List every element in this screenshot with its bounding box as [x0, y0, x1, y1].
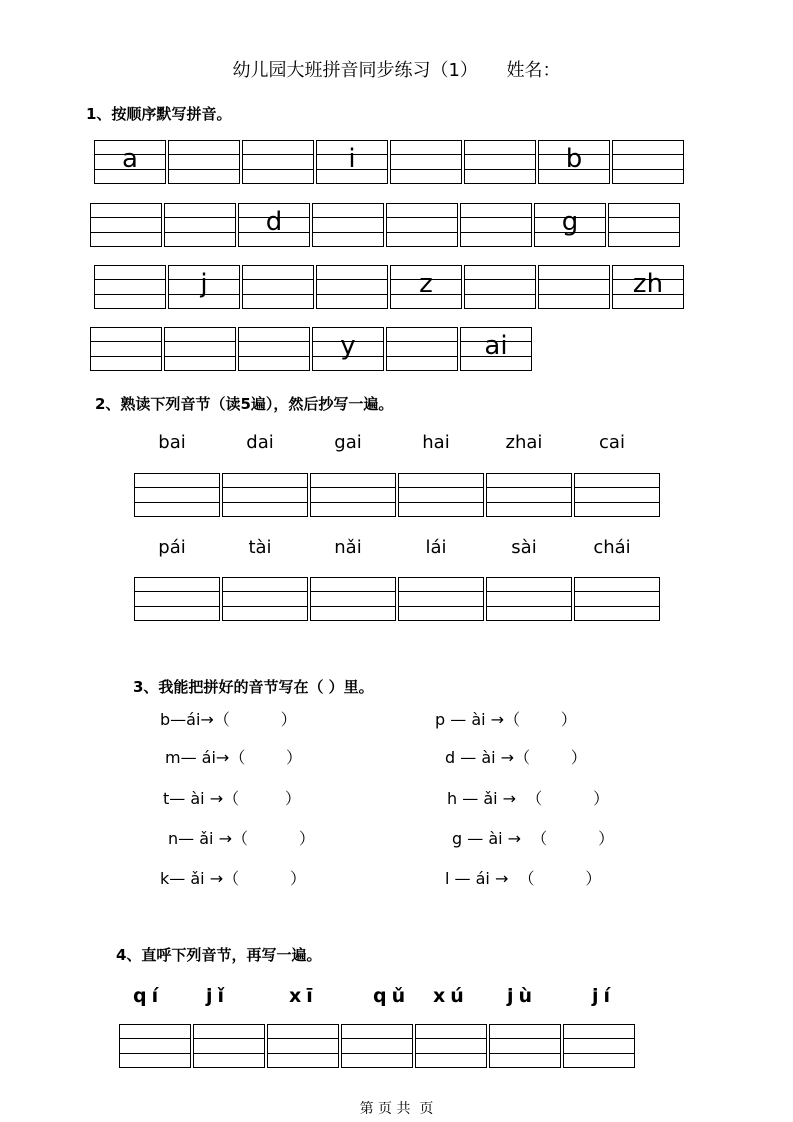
writing-box[interactable]	[94, 140, 166, 184]
pinyin-letter: j	[200, 269, 208, 299]
writing-box[interactable]	[608, 203, 680, 247]
pinyin-letter: z	[419, 269, 433, 299]
section-4-heading: 4、直呼下列音节，再写一遍。	[116, 946, 322, 964]
writing-box[interactable]	[267, 1024, 339, 1068]
pinyin-letter: g	[561, 207, 579, 237]
writing-box[interactable]	[486, 577, 572, 621]
writing-box[interactable]	[390, 265, 462, 309]
writing-box[interactable]	[316, 140, 388, 184]
page-title: 幼儿园大班拼音同步练习（1） 姓名：	[232, 60, 561, 81]
syllable-label: tài	[248, 537, 272, 558]
syllable-label: jí	[592, 985, 616, 1007]
writing-box[interactable]	[312, 203, 384, 247]
writing-box[interactable]	[310, 577, 396, 621]
syllable-label: sài	[511, 537, 537, 558]
writing-box[interactable]	[464, 140, 536, 184]
writing-box[interactable]	[398, 473, 484, 517]
writing-box[interactable]	[310, 473, 396, 517]
syllable-label: jù	[507, 985, 538, 1007]
section-3-heading: 3、我能把拼好的音节写在（ ）里。	[133, 678, 374, 696]
writing-box[interactable]	[386, 327, 458, 371]
page-footer: 第 页 共 页	[359, 1101, 434, 1117]
pinyin-letter: i	[348, 144, 356, 174]
writing-box[interactable]	[238, 327, 310, 371]
combine-exercise-right: p — ài →（ ）	[435, 710, 577, 729]
syllable-label: lái	[425, 537, 447, 558]
writing-box[interactable]	[242, 265, 314, 309]
writing-box[interactable]	[464, 265, 536, 309]
combine-exercise-right: g — ài → （ ）	[452, 829, 615, 848]
writing-row-1	[94, 140, 686, 184]
copy-row	[119, 1024, 637, 1068]
writing-box[interactable]	[168, 265, 240, 309]
writing-row-4	[90, 327, 534, 371]
writing-box[interactable]	[534, 203, 606, 247]
syllable-label: zhai	[505, 432, 543, 453]
syllable-label: xī	[289, 985, 318, 1007]
pinyin-letter: b	[565, 144, 583, 174]
combine-exercise-left: n— ǎi →（ ）	[168, 829, 315, 848]
syllable-label: cai	[599, 432, 625, 453]
writing-box[interactable]	[486, 473, 572, 517]
writing-box[interactable]	[90, 203, 162, 247]
combine-exercise-right: h — ǎi → （ ）	[447, 789, 610, 808]
syllable-label: gai	[334, 432, 362, 453]
syllable-label: pái	[158, 537, 186, 558]
writing-box[interactable]	[168, 140, 240, 184]
copy-row	[134, 577, 662, 621]
writing-box[interactable]	[94, 265, 166, 309]
writing-box[interactable]	[386, 203, 458, 247]
pinyin-letter: zh	[632, 269, 664, 299]
pinyin-letter: y	[340, 331, 356, 361]
syllable-label: chái	[593, 537, 631, 558]
writing-box[interactable]	[415, 1024, 487, 1068]
syllable-label: bai	[158, 432, 186, 453]
combine-exercise-right: d — ài →（ ）	[445, 748, 587, 767]
writing-box[interactable]	[222, 577, 308, 621]
combine-exercise-right: l — ái → （ ）	[445, 869, 602, 888]
writing-row-2	[90, 203, 682, 247]
writing-box[interactable]	[460, 203, 532, 247]
pinyin-letter: a	[122, 144, 138, 174]
section-1-heading: 1、按顺序默写拼音。	[86, 105, 232, 123]
copy-row	[134, 473, 662, 517]
writing-box[interactable]	[489, 1024, 561, 1068]
writing-box[interactable]	[390, 140, 462, 184]
writing-box[interactable]	[164, 327, 236, 371]
writing-box[interactable]	[119, 1024, 191, 1068]
writing-box[interactable]	[134, 577, 220, 621]
writing-box[interactable]	[164, 203, 236, 247]
writing-box[interactable]	[134, 473, 220, 517]
writing-box[interactable]	[222, 473, 308, 517]
syllable-label: nǎi	[334, 537, 362, 558]
writing-box[interactable]	[238, 203, 310, 247]
combine-exercise-left: k— ǎi →（ ）	[160, 869, 306, 888]
writing-box[interactable]	[574, 473, 660, 517]
writing-box[interactable]	[316, 265, 388, 309]
writing-box[interactable]	[574, 577, 660, 621]
writing-box[interactable]	[460, 327, 532, 371]
syllable-label: qí	[133, 985, 164, 1007]
writing-box[interactable]	[242, 140, 314, 184]
writing-box[interactable]	[563, 1024, 635, 1068]
writing-box[interactable]	[612, 265, 684, 309]
syllable-label: dai	[246, 432, 274, 453]
writing-box[interactable]	[398, 577, 484, 621]
writing-box[interactable]	[193, 1024, 265, 1068]
combine-exercise-left: t— ài →（ ）	[163, 789, 301, 808]
syllable-label: jǐ	[206, 985, 230, 1007]
syllable-label: hai	[422, 432, 450, 453]
writing-box[interactable]	[612, 140, 684, 184]
writing-box[interactable]	[538, 140, 610, 184]
syllable-label: xú	[433, 985, 469, 1007]
combine-exercise-left: m— ái→（ ）	[165, 748, 303, 767]
writing-box[interactable]	[341, 1024, 413, 1068]
pinyin-letter: ai	[484, 331, 508, 361]
writing-box[interactable]	[538, 265, 610, 309]
writing-row-3	[94, 265, 686, 309]
pinyin-letter: d	[265, 207, 283, 237]
section-2-heading: 2、熟读下列音节（读5遍），然后抄写一遍。	[95, 395, 394, 413]
writing-box[interactable]	[312, 327, 384, 371]
syllable-label: qǔ	[373, 985, 411, 1007]
combine-exercise-left: b—ái→（ ）	[160, 710, 297, 729]
writing-box[interactable]	[90, 327, 162, 371]
